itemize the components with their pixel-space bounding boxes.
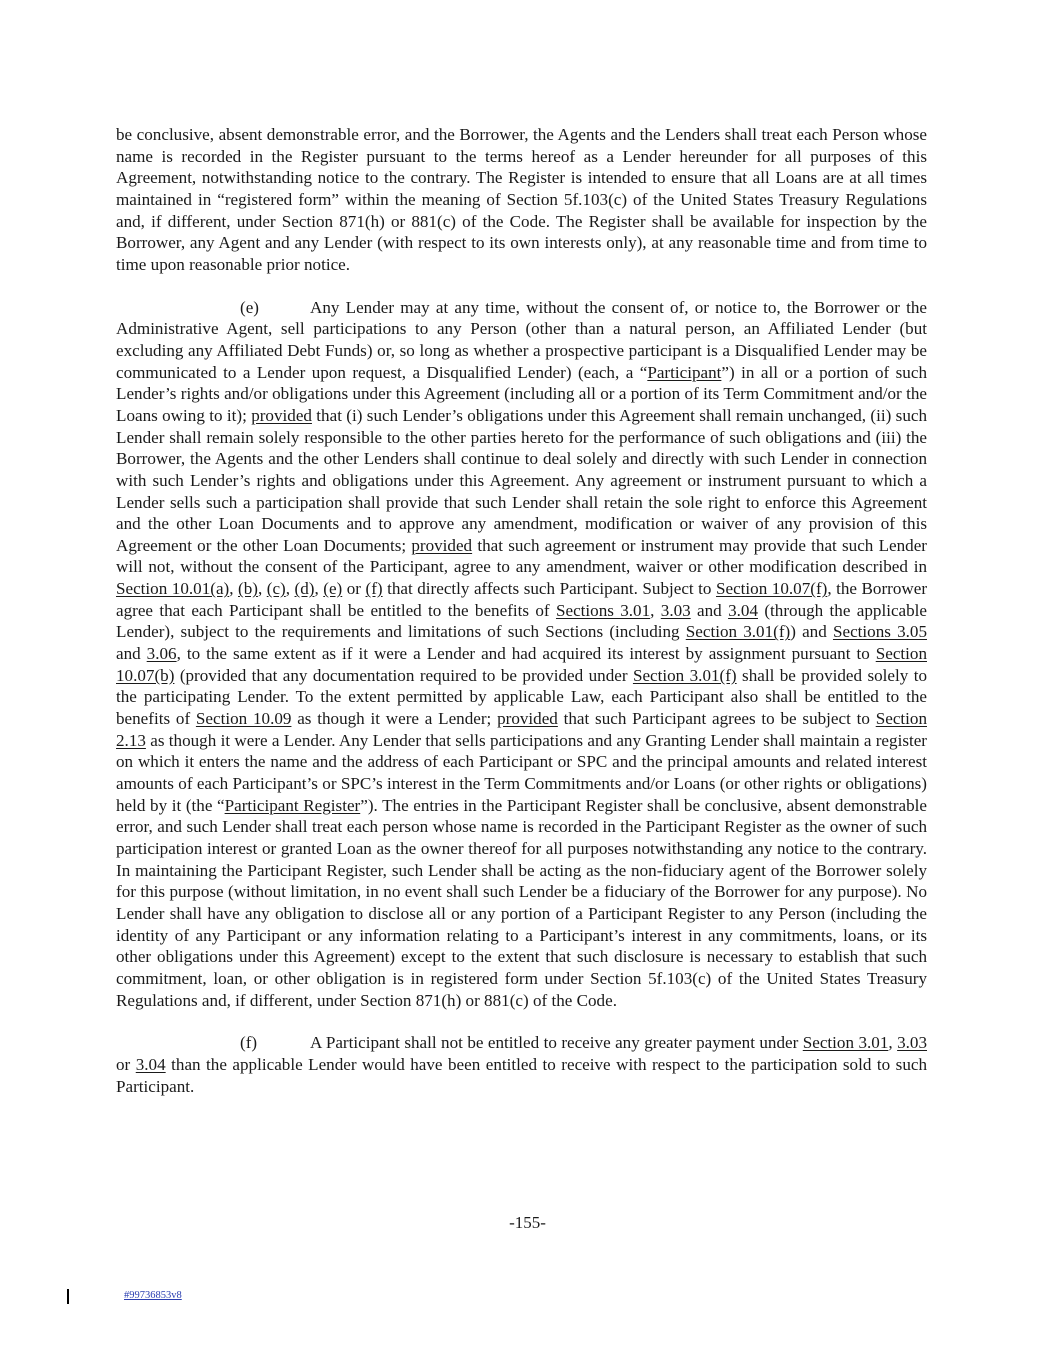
text: A Participant shall not be entitled to receive any greater payment under [310, 1033, 803, 1053]
text: that such agreement or instrument may provide that such Lender will not, without the consent of the Participant, agree to any amendment, waiver or other modification described in [116, 535, 927, 577]
section-reference: (b) [238, 579, 258, 599]
text: (through the applicable Lender), subject to the requirements and limitations of such Sections (including [116, 600, 928, 642]
section-reference: Section 10.09 [195, 709, 292, 729]
section-reference: Section 10.07(b) [116, 644, 927, 685]
text: or [342, 579, 366, 599]
text: , [229, 579, 239, 599]
text: that (i) such Lender’s obligations under this Agreement shall remain unchanged, (ii) such Lender shall remain solely responsible to the other parties hereto for the performance of such obligations and (iii) the Borrower, the Agents and the other Lenders shall continue to deal solely and directly with such Lender in connection with such Lender’s rights and obligations under this Agreement. Any agreement or instrument pursuant to which a Lender sells such a participation shall provide that such Lender shall retain the sole right to enforce this Agreement and the other Loan Documents and to approve any amendment, modification or waiver of any provision of this Agreement or the other Loan Documents; [116, 405, 927, 555]
paragraph-f [116, 1032, 927, 1097]
section-reference: Sections 3.05 [832, 622, 927, 642]
proviso-term: provided [411, 535, 473, 555]
paragraph-gap [116, 1011, 927, 1032]
text: , [257, 579, 267, 599]
section-reference: Sections 3.01 [555, 600, 651, 620]
text: , [314, 579, 324, 599]
text: , [650, 600, 661, 620]
section-reference: (f) [365, 579, 383, 599]
paragraph-continuation: be conclusive, absent demonstrable error, and the Borrower, the Agents and the Lenders shall treat each Person whose name is recorded in the Register pursuant to the terms hereof as a Lender hereunder for all purposes of this Agreement, notwithstanding notice to the contrary. The Register is intended to ensure that all Loans are at all times maintained in “registered form” within the meaning of Section 5f.103(c) of the United States Treasury Regulations and, if different, under Section 871(h) or 881(c) of the Code. The Register shall be available for inspection by the Borrower, any Agent and any Lender (with respect to its own interests only), at any reasonable time and from time to time upon reasonable prior notice. [116, 125, 927, 274]
defined-term-participant-register: Participant Register [224, 795, 361, 815]
text: as though it were a Lender. Any Lender that sells participations and any Granting Lender shall maintain a register on which it enters the name and the address of each Participant or SPC and the principal amounts and related interest amounts of each Participant’s or SPC’s interest in the Term Commitments and/or Loans (or other rights or obligations) held by it (the “ [116, 730, 927, 815]
paragraph-gap [116, 276, 927, 297]
section-reference: 3.04 [728, 600, 758, 620]
text: that directly affects such Participant. Subject to [382, 579, 716, 599]
text: , [888, 1033, 898, 1053]
section-reference: (d) [294, 579, 315, 599]
section-reference: Section 3.01(f) [632, 665, 737, 685]
section-reference: Section 10.07(f) [716, 579, 828, 599]
text: shall be provided solely to the participating Lender. To the extent permitted by applicable Law, each Participant also shall be entitled to the benefits of [116, 665, 927, 729]
section-reference: Section 10.01(a) [116, 579, 230, 599]
text: as though it were a Lender; [291, 709, 498, 729]
section-reference: Section 2.13 [116, 709, 927, 750]
text: or [116, 1054, 136, 1074]
section-reference: 3.06 [146, 644, 177, 664]
text: ”) in all or a portion of such Lender’s rights and/or obligations under this Agreement (including all or a portion of its Term Commitment and/or the Loans owing to it); [116, 362, 927, 425]
section-reference: Section 3.01 [802, 1033, 889, 1053]
clause-number-f: (f) [240, 1033, 258, 1053]
section-reference: Section 3.01(f) [685, 622, 791, 642]
clause-number-e: (e) [240, 297, 259, 317]
section-reference: 3.03 [897, 1033, 928, 1053]
text: ) and [790, 622, 833, 642]
text: and [116, 644, 147, 664]
text: (provided that any documentation required to be provided under [174, 665, 633, 685]
page-number: -155- [509, 1213, 546, 1232]
section-reference: (e) [323, 579, 343, 599]
text: than the applicable Lender would have been entitled to receive with respect to the participation sold to such Participant. [116, 1054, 927, 1096]
section-reference: 3.03 [660, 600, 691, 620]
defined-term-participant: Participant [647, 362, 722, 382]
text: and [690, 600, 729, 620]
proviso-term: provided [497, 709, 558, 729]
paragraph-e [116, 297, 927, 1012]
document-page [116, 124, 927, 1097]
margin-change-bar [67, 1289, 69, 1304]
text: , [285, 579, 295, 599]
proviso-term: provided [251, 405, 312, 425]
text: Any Lender may at any time, without the consent of, or notice to, the Borrower or the Administrative Agent, sell participations to any Person (other than a natural person, an Affiliated Lender (but excluding any Affiliated Debt Funds) or, so long as whether a prospective participant is a Disqualified Lender may be communicated to a Lender upon request, a Disqualified Lender) (each, a “ [116, 297, 927, 382]
text: that such Participant agrees to be subject to [557, 709, 876, 729]
section-reference: 3.04 [135, 1054, 166, 1074]
text: , to the same extent as if it were a Lender and had acquired its interest by assignment pursuant to [176, 644, 876, 664]
text: ”). The entries in the Participant Register shall be conclusive, absent demonstrable error, and such Lender shall treat each person whose name is recorded in the Participant Register as the owner of such participation interest or granted Loan as the owner thereof for all purposes notwithstanding any notice to the contrary. In maintaining the Participant Register, such Lender shall be acting as the non-fiduciary agent of the Borrower solely for this purpose (without limitation, in no event shall such Lender be a fiduciary of the Borrower for any purpose). No Lender shall have any obligation to disclose all or any portion of a Participant Register to any Person (including the identity of any Participant or any information relating to a Participant’s interest in any commitments, loans, or its other obligations under this Agreement) except to the extent that such disclosure is necessary to establish that such commitment, loan, or other obligation is in registered form under Section 5f.103(c) of the United States Treasury Regulations and, if different, under Section 871(h) or 881(c) of the Code. [116, 795, 927, 1010]
text: , the Borrower agree that each Participant shall be entitled to the benefits of [116, 579, 928, 620]
document-id-link[interactable]: #99736853v8 [124, 1290, 182, 1301]
section-reference: (c) [266, 579, 286, 599]
